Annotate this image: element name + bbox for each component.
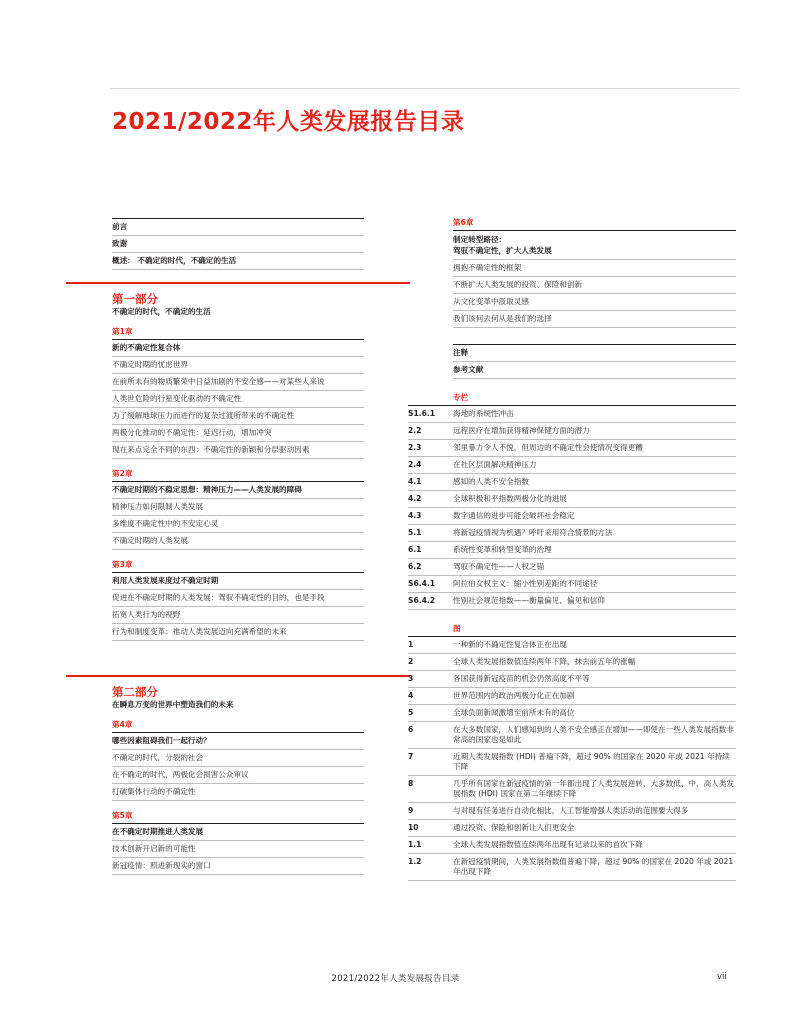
box-entry[interactable] [408,491,736,508]
part-divider [66,675,410,677]
toc-entry[interactable]: 促进在不确定时期的人类发展：驾驭不确定性的目的，也是手段 [112,590,364,607]
box-entry-number: 6.1 [408,545,422,554]
page-title: 2021/2022年人类发展报告目录 [112,109,465,135]
box-entry-text: 在社区层面解决精神压力 [453,460,537,469]
page-number: vii [717,972,727,982]
toc-entry[interactable]: 我们该何去何从是我们的选择 [453,311,736,328]
figure-entry-number: 5 [408,708,414,717]
toc-entry-foreword[interactable]: 前言 [112,218,364,236]
figure-entry[interactable] [408,749,736,776]
box-entry-text: 系统性变革和转型变革的治理 [453,545,552,554]
chapter-6-title[interactable] [453,230,736,260]
figure-entry-text: 世界范围内的政治两极分化正在加剧 [453,691,575,700]
figure-entry[interactable] [408,636,736,654]
chapter-4-title[interactable]: 哪些因素阻碍我们一起行动？ [112,732,364,750]
toc-entry[interactable]: 不确定时期的人类发展 [112,533,364,550]
box-entry-number: 4.1 [408,477,422,486]
box-entry[interactable] [408,576,736,593]
figure-entry[interactable] [408,776,736,803]
box-entry-text: 邻里暴力令人不悦，但周边的不确定性会使情况变得更糟 [453,443,643,452]
figure-entry-number: 10 [408,823,419,832]
box-entry-text: 远程医疗在增加获得精神保健方面的潜力 [453,426,590,435]
figure-entry-text: 近期人类发展指数 (HDI) 普遍下降，超过 90% 的国家在 2020 年或 2021 年持续下降 [453,752,730,771]
box-entry-number: 4.2 [408,494,422,503]
figure-entry-text: 一种新的不确定性复合体正在出现 [453,640,567,649]
boxes-section-label: 专栏 [453,393,469,402]
chapter-2-title[interactable]: 不确定时期的不稳定思想：精神压力——人类发展的障碍 [112,481,364,499]
figure-entry-text: 全球人类发展指数值连续两年出现有记录以来的首次下降 [453,840,643,849]
part-divider [66,282,410,284]
box-entry-text: 阿拉伯女权主义：缩小性别差距的不同途径 [453,579,598,588]
figure-entry-number: 1.1 [408,840,422,849]
figure-entry-number: 4 [408,691,414,700]
figure-entry-number: 7 [408,752,414,761]
toc-entry[interactable]: 新冠疫情：照进新现实的窗口 [112,858,364,875]
figure-entry-text: 全球人类发展指数值连续两年下降，抹去前五年的涨幅 [453,657,636,666]
boxes-list [408,405,736,610]
box-entry-text: 性别社会规范指数——衡量偏见、偏见和信仰 [453,596,605,605]
toc-entry[interactable]: 不确定时期的忧虑世界 [112,357,364,374]
figure-entry-text: 几乎所有国家在新冠疫情的第一年都出现了人类发展逆转，大多数低、中、高人类发展指数 (HDI) 国家在第二年继续下降 [453,779,734,798]
box-entry[interactable] [408,525,736,542]
box-entry-number: 2.4 [408,460,422,469]
chapter-6-label: 第6章 [453,218,474,227]
figures-section-label: 图 [453,624,461,633]
box-entry-number: 5.1 [408,528,422,537]
toc-entry[interactable]: 在前所未有的物质繁荣中日益加剧的不安全感——对某些人来说 [112,374,364,391]
figure-entry[interactable] [408,722,736,749]
toc-entry[interactable]: 人类世危险的行星变化驱动的不确定性 [112,391,364,408]
figure-entry-text: 在大多数国家，人们感知到的人类不安全感正在增加——即使在一些人类发展指数非常高的国家也是如此 [453,725,734,744]
toc-entry[interactable]: 多维度不确定性中的不安定心灵 [112,516,364,533]
figure-entry-number: 1.2 [408,857,422,866]
figure-entry-text: 全球负面新闻激增至前所未有的高位 [453,708,575,717]
figure-entry-number: 2 [408,657,414,666]
chapter-3-label: 第3章 [112,560,133,569]
box-entry-number: 4.3 [408,511,422,520]
figure-entry-text: 在新冠疫情期间，人类发展指数值普遍下降，超过 90% 的国家在 2020 年或 2021 年出现下降 [453,857,734,876]
figures-list [408,636,736,881]
chapter-5-label: 第5章 [112,811,133,820]
toc-entry[interactable]: 拥抱不确定性的框架 [453,260,736,277]
box-entry[interactable] [408,542,736,559]
part-2-subtitle: 在瞬息万变的世界中塑造我们的未来 [112,700,234,709]
chapter-5-title[interactable]: 在不确定时期推进人类发展 [112,823,364,841]
toc-entry-overview[interactable]: 概述： 不确定的时代，不确定的生活 [112,253,364,270]
toc-entry[interactable]: 技术创新开启新的可能性 [112,841,364,858]
figure-entry-number: 6 [408,725,414,734]
box-entry-text: 将新冠疫情视为机遇？呼吁采用符合情景的方法 [453,528,613,537]
part-2-label: 第二部分 [112,685,158,699]
chapter-1-title[interactable]: 新的不确定性复合体 [112,339,364,357]
box-entry-number: 6.2 [408,562,422,571]
right-column [408,218,736,881]
part-1-subtitle: 不确定的时代，不确定的生活 [112,307,211,316]
figure-entry-number: 1 [408,640,414,649]
box-entry[interactable] [408,593,736,610]
box-entry-text: 全球积极和平指数两极分化的进展 [453,494,567,503]
toc-entry[interactable]: 现在来点完全不同的东西：不确定性的新颖和分层驱动因素 [112,442,364,459]
figure-entry-number: 9 [408,806,414,815]
figure-entry[interactable] [408,854,736,881]
toc-entry[interactable]: 两极分化推动的不确定性：延迟行动，增加冲突 [112,425,364,442]
box-entry[interactable] [408,559,736,576]
box-entry-text: 驾驭不确定性——人权之锚 [453,562,545,571]
figure-entry[interactable] [408,803,736,820]
chapter-6-title-line2: 驾驭不确定性，扩大人类发展 [453,246,552,255]
box-entry-number: S1.6.1 [408,409,436,418]
figure-entry[interactable] [408,820,736,837]
figure-entry-number: 3 [408,674,414,683]
figure-entry[interactable] [408,671,736,688]
toc-entry[interactable]: 不确定的时代，分裂的社会 [112,750,364,767]
box-entry[interactable] [408,474,736,491]
toc-entry[interactable]: 精神压力如何限制人类发展 [112,499,364,516]
box-entry-number: 2.2 [408,426,422,435]
figure-entry[interactable] [408,837,736,854]
chapter-1-label: 第1章 [112,327,133,336]
box-entry[interactable] [408,405,736,423]
toc-entry-references[interactable]: 参考文献 [453,362,736,379]
box-entry[interactable] [408,423,736,440]
figure-entry[interactable] [408,705,736,722]
chapter-4-label: 第4章 [112,720,133,729]
box-entry-text: 数字通信的进步可能会破坏社会稳定 [453,511,575,520]
figure-entry-text: 与对现有任务进行自动化相比，人工智能增强人类活动的范围要大得多 [453,806,689,815]
figure-entry-text: 通过投资、保险和创新让人们更安全 [453,823,575,832]
box-entry-text: 感知的人类不安全指数 [453,477,529,486]
toc-entry-acknowledgements[interactable]: 致谢 [112,236,364,253]
figure-entry-number: 8 [408,779,414,788]
figure-entry-text: 各国获得新冠疫苗的机会仍然高度不平等 [453,674,590,683]
top-rule [110,88,740,89]
toc-entry[interactable]: 打破集体行动的不确定性 [112,784,364,801]
toc-entry[interactable]: 不断扩大人类发展的投资、保险和创新 [453,277,736,294]
toc-entry-notes[interactable]: 注释 [453,344,736,362]
footer-title: 2021/2022年人类发展报告目录 [331,974,460,984]
figure-entry[interactable] [408,654,736,671]
left-column [112,218,364,875]
chapter-6-title-line1: 制定转型路径： [453,235,507,244]
box-entry-number: S6.4.1 [408,579,436,588]
box-entry[interactable] [408,440,736,457]
toc-entry[interactable]: 行为和制度变革：推动人类发展迈向充满希望的未来 [112,624,364,641]
box-entry-number: 2.3 [408,443,422,452]
chapter-2-label: 第2章 [112,469,133,478]
toc-entry[interactable]: 在不确定的时代，两极化会损害公众审议 [112,767,364,784]
figure-entry[interactable] [408,688,736,705]
toc-entry[interactable]: 从文化变革中汲取灵感 [453,294,736,311]
toc-entry[interactable]: 为了缓解地球压力而进行的复杂过渡所带来的不确定性 [112,408,364,425]
box-entry-text: 海地的系统性冲击 [453,409,514,418]
box-entry[interactable] [408,508,736,525]
chapter-3-title[interactable]: 利用人类发展来度过不确定时期 [112,572,364,590]
box-entry-number: S6.4.2 [408,596,436,605]
toc-entry[interactable]: 拓宽人类行为的视野 [112,607,364,624]
box-entry[interactable] [408,457,736,474]
part-1-label: 第一部分 [112,292,158,306]
